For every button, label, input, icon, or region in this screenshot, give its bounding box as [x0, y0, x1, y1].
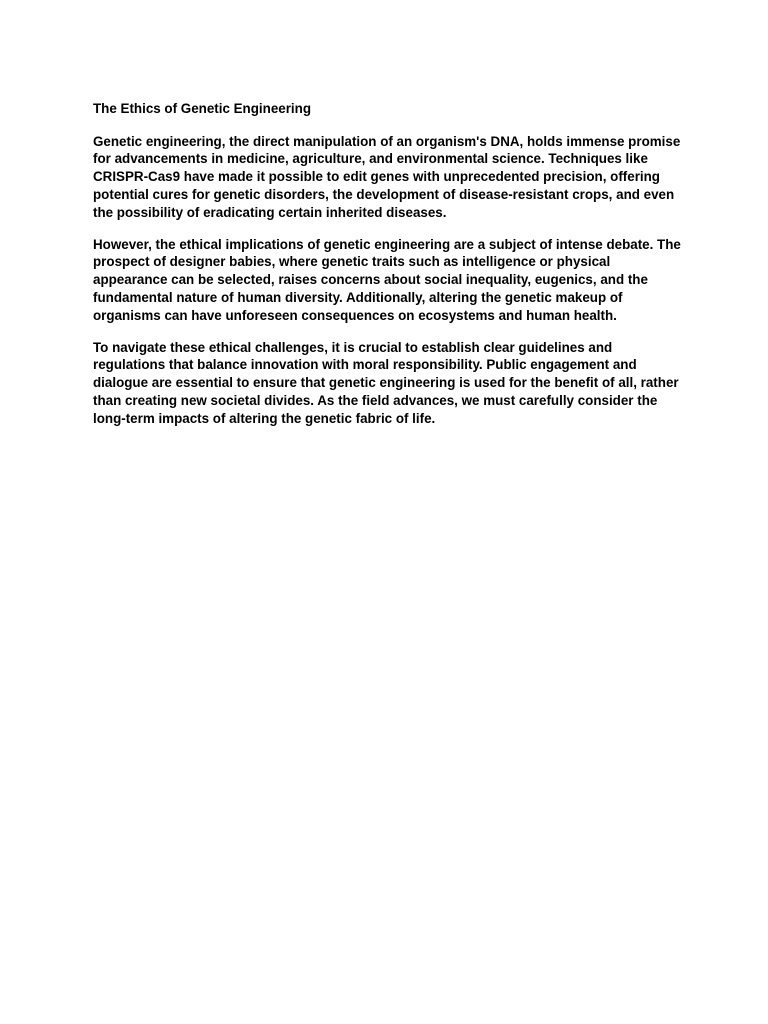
- paragraph-navigation: To navigate these ethical challenges, it is crucial to establish clear guidelines and regulations that balance innovation with moral responsibility. Public engagement and dialogue are essential to ensure that genetic engineering is used for the benefit of all, rather than creating new societal divides. As the field advances, we must carefully consider the long-term impacts of altering the genetic fabric of life.: [93, 339, 679, 426]
- document-page: [93, 100, 683, 442]
- paragraph-intro: Genetic engineering, the direct manipulation of an organism's DNA, holds immense promise for advancements in medicine, agriculture, and environmental science. Techniques like CRISPR-Cas9 have made it possible to edit genes with unprecedented precision, offering potential cures for genetic disorders, the development of disease-resistant crops, and even the possibility of eradicating certain inherited diseases.: [93, 133, 681, 220]
- paragraph-ethical-implications: However, the ethical implications of genetic engineering are a subject of intense debate. The prospect of designer babies, where genetic traits such as intelligence or physical appearance can be selected, raises concerns about social inequality, eugenics, and the fundamental nature of human diversity. Additionally, altering the genetic makeup of organisms can have unforeseen consequences on ecosystems and human health.: [93, 236, 681, 323]
- document-title: The Ethics of Genetic Engineering: [93, 101, 312, 116]
